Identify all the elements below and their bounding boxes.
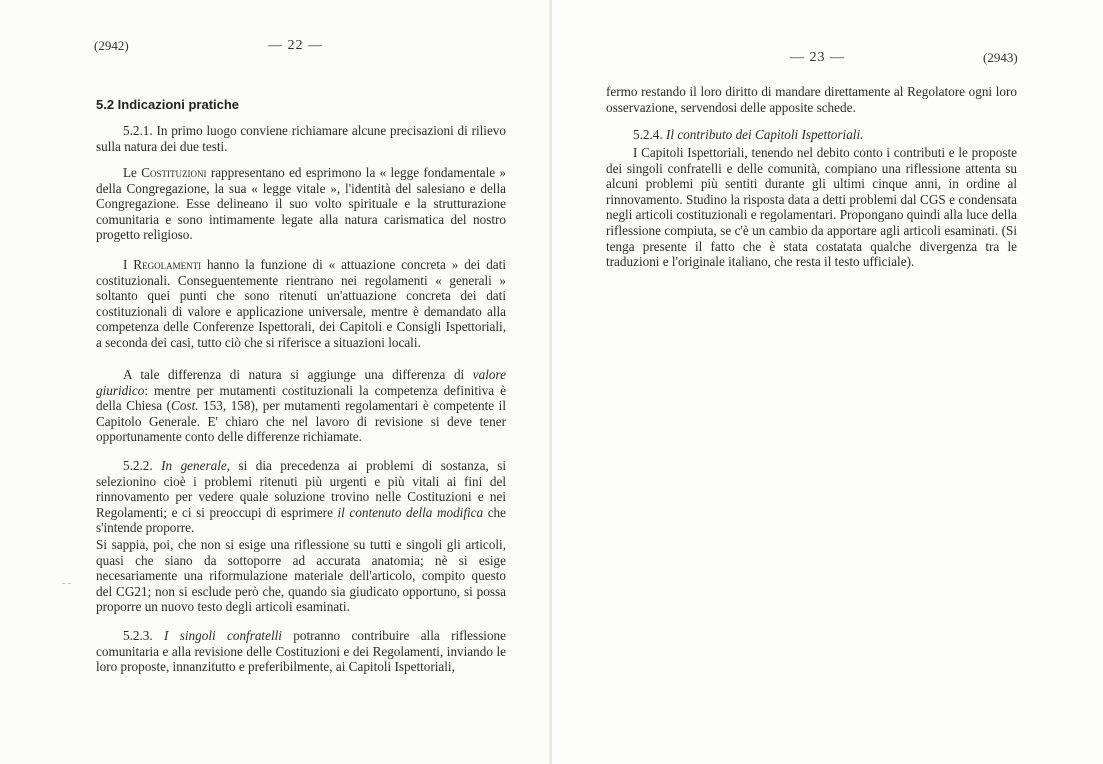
- scan-mark: - -: [62, 578, 72, 589]
- left-page: [0, 0, 551, 764]
- paragraph-riflessione: Si sappia, poi, che non si esige una riflessione su tutti e singoli gli articoli, quasi che siano da sottoporre ad accurata anatomia; nè si esige necesariamente una riformulazione materiale dell'articolo, compito questo del CG21; non si esclude però che, quando sia giudicato opportuno, si possa proporre un nuovo testo degli articoli esaminati.: [96, 537, 506, 615]
- page-number-right: — 23 —: [790, 50, 845, 65]
- paragraph-5-2-4-title: 5.2.4. Il contributo dei Capitoli Ispettoriali.: [633, 127, 864, 142]
- paragraph-fermo-restando: fermo restando il loro diritto di mandare direttamente al Regolatore ogni loro osservazione, servendosi delle apposite schede.: [606, 84, 1017, 115]
- page-code-right: (2943): [983, 50, 1018, 65]
- paragraph-5-2-2: 5.2.2. In generale, si dia precedenza ai problemi di sostanza, si selezionino cioè i problemi ritenuti più urgenti e più vitali ai fini del rinnovamento per vedere quale soluzione trovino nelle Costituzioni e nei Regolamenti; e ci si preoccupi di esprimere il contenuto della modifica che s'intende proporre.: [96, 458, 507, 536]
- paragraph-regolamenti: I Regolamenti hanno la funzione di « attuazione concreta » dei dati costituzionali. Conseguentemente rientrano nei regolamenti « generali » soltanto quei punti che sono ritenuti un'attuazione concreta dei dati costituzionali di valore e applicazione universale, mentre è demandato alla competenza delle Conferenze Ispettorali, dei Capitoli e Consigli Ispettoriali, a seconda dei casi, tutto ciò che si riferisce a situazioni locali.: [96, 257, 506, 350]
- page-code-left: (2942): [94, 38, 129, 53]
- term-regolamenti: Regolamenti: [133, 257, 202, 272]
- paragraph-5-2-3: 5.2.3. I singoli confratelli potranno contribuire alla riflessione comunitaria e alla revisione delle Costituzioni e dei Regolamenti, inviando le loro proposte, innanzitutto e preferibilmente, ai Capitoli Ispettoriali,: [96, 628, 506, 675]
- page-number-left: — 22 —: [268, 38, 323, 53]
- term-costituzioni: Costituzioni: [141, 165, 207, 180]
- section-heading: 5.2 Indicazioni pratiche: [96, 97, 240, 112]
- paragraph-valore-giuridico: A tale differenza di natura si aggiunge una differenza di valore giuridico: mentre per mutamenti costituzionali la competenza definitiva è della Chiesa (Cost. 153, 158), per mutamenti regolamentari è competente il Capitolo Generale. E' chiaro che nel lavoro di revisione si deve tener opportunamente conto delle differenze richiamate.: [96, 367, 506, 445]
- paragraph-costituzioni: Le Costituzioni rappresentano ed esprimono la « legge fondamentale » della Congregazione, la sua « legge vitale », l'identità del salesiano e della Congregazione. Esse delineano il suo volto spirituale e la strutturazione comunitaria e sono intimamente legate alla natura carismatica del nostro progetto religioso.: [96, 165, 506, 243]
- paragraph-5-2-1: 5.2.1. In primo luogo conviene richiamare alcune precisazioni di rilievo sulla natura dei due testi.: [96, 123, 506, 154]
- paragraph-capitoli-ispettoriali: I Capitoli Ispettoriali, tenendo nel debito conto i contributi e le proposte dei singoli confratelli e delle comunità, compiano una riflessione attenta su alcuni problemi più sentiti durante gli ultimi cinque anni, in ordine al rinnovamento. Studino la risposta data a detti problemi dal CGS e condensata negli articoli costituzionali e regolamentari. Propongano quindi alla luce della riflessione compiuta, se c'è un cambio da apportare agli articoli esaminati. (Si tenga presente il fatto che è stata costatata qualche divergenza tra le traduzioni e l'originale italiano, che resta il testo ufficiale).: [606, 145, 1017, 270]
